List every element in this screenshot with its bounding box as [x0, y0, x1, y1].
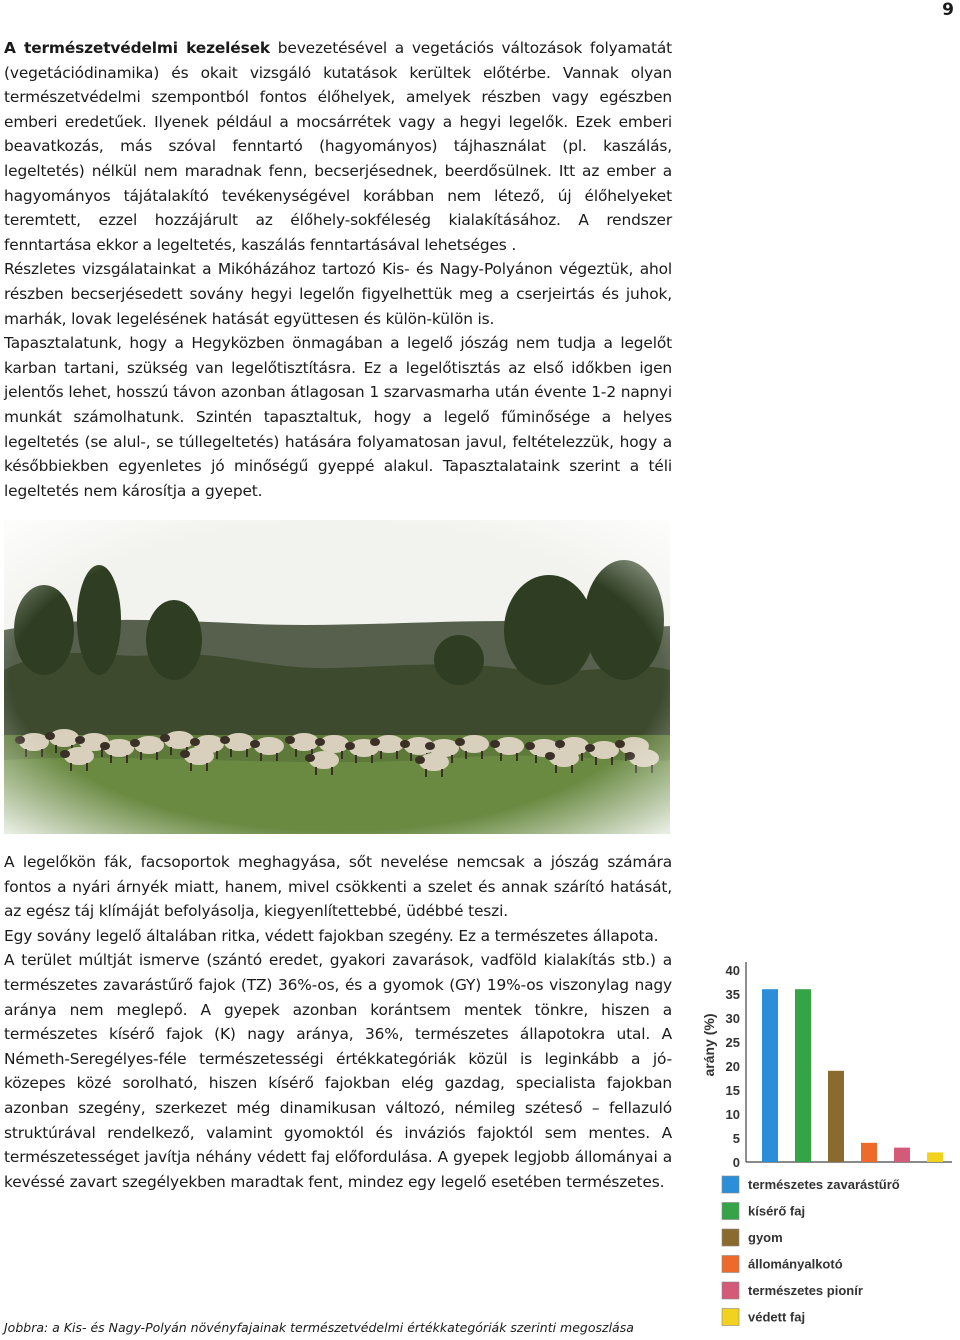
bar-4: [861, 1143, 877, 1162]
y-tick-label: 0: [732, 1155, 740, 1170]
y-tick-label: 20: [725, 1059, 740, 1074]
legend-swatch-6: [722, 1309, 739, 1326]
bar-1: [762, 989, 778, 1162]
paragraph-poor-pasture: Egy sovány legelő általában ritka, védett fajokban szegény. Ez a természetes állapota.: [4, 926, 659, 945]
photo-illustration: [4, 520, 670, 834]
legend-swatch-2: [722, 1203, 739, 1220]
y-tick-label: 5: [732, 1131, 740, 1146]
paragraph-intro: [4, 36, 672, 257]
y-tick-label: 15: [725, 1083, 740, 1098]
figure-caption: Jobbra: a Kis- és Nagy-Polyán növényfajainak természetvédelmi értékkategóriák szerinti megoszlása: [4, 1320, 634, 1335]
bar-2: [795, 989, 811, 1162]
bar-6: [927, 1152, 943, 1162]
top-text-block: [4, 36, 672, 503]
paragraph-text: bevezetésével a vegetációs változások folyamatát (vegetációdinamika) és okait vizsgáló kutatások kerültek előtérbe. Vannak olyan természetvédelmi szempontból fontos élőhelyek, amelyek részben vagy egészben emberi eredetűek. Ilyenek például a mocsárrétek vagy a hegyi legelők. Ezek emberi beavatkozás, más szóval fenntartó (hagyományos) tájhasználat (pl. kaszálás, legeltetés) nélkül nem maradnak fenn, becserjésednek, beerdősülnek. Itt az ember a hagyományos tájátalakító tevékenységével korábban nem létező, új élőhelyeket teremtett, ezzel hozzájárult az élőhely-sokféleség kialakításához. A rendszer fenntartása ekkor a legeltetés, kaszálás fenntartásával lehetséges .: [4, 39, 673, 254]
y-axis-label: arány (%): [701, 1013, 717, 1077]
legend-swatch-1: [722, 1176, 739, 1193]
y-tick-label: 30: [725, 1011, 740, 1026]
legend-label-5: természetes pionír: [748, 1283, 863, 1298]
legend-label-3: gyom: [748, 1230, 783, 1245]
bottom-text-block: [4, 850, 672, 1194]
page-number: 9: [942, 0, 954, 20]
photo-vignette: [4, 520, 670, 834]
legend-swatch-3: [722, 1229, 739, 1246]
species-category-chart: [690, 950, 960, 1330]
legend-label-4: állományalkotó: [748, 1256, 843, 1272]
paragraph-lead-bold: A természetvédelmi kezelések: [4, 39, 270, 57]
y-tick-label: 40: [725, 963, 740, 978]
paragraph-analysis: A terület múltját ismerve (szántó eredet, gyakori zavarások, vadföld kialakítás stb.) a természetes zavarástűrő fajok (TZ) 36%-os, és a gyomok (GY) 19%-os viszonylag nagy aránya nem meglepő. A gyepek azonban korántsem mentek tönkre, hiszen a természetes kísérő fajok (K) nagy aránya, 36%, természetes állapotokra utal. A Németh-Seregélyes-féle természetességi értékkategóriák közül is leginkább a jó-közepes közé sorolható, hiszen kísérő fajokban elég gazdag, specialista fajokban azonban szegény, szerkezet még dinamikusan változó, némileg széteső – fellazuló struktúrával rendelkező, valamint gyomoktól és inváziós fajoktól sem mentes. A természetességet javítja néhány védett faj előfordulása. A gyepek legjobb állományai a kevéssé zavart szegélyekben maradtak fent, mindez egy legelő esetében természetes.: [4, 951, 672, 1191]
legend-label-2: kísérő faj: [748, 1203, 806, 1219]
bar-chart: [690, 950, 960, 1330]
bar-5: [894, 1148, 910, 1162]
paragraph-trees: A legelőkön fák, facsoportok meghagyása, sőt nevelése nemcsak a jószág számára fontos a nyári árnyék miatt, hanem, mivel csökkenti a szelet és annak szárító hatását, az egész táj klímáját befolyásolja, kiegyenlítettebbé, üdébbé teszi.: [4, 853, 672, 921]
sheep-meadow-photo: [4, 520, 670, 834]
y-tick-label: 35: [725, 987, 740, 1002]
legend-label-6: védett faj: [748, 1309, 806, 1325]
y-tick-label: 25: [725, 1035, 740, 1050]
legend-label-1: természetes zavarástűrő: [748, 1177, 900, 1192]
paragraph-experience: Tapasztalatunk, hogy a Hegyközben önmagában a legelő jószág nem tudja a legelőt karban tartani, szükség van legelőtisztításra. Ez a legelőtisztás az első időkben igen jelentős lehet, hosszú távon azonban átlagosan 1 szarvasmarha után évente 1-2 napnyi munkát számolhatunk. Szintén tapasztaltuk, hogy a legelő fűminősége a helyes legeltetés (se alul-, se túllegeltetés) hatására folyamatosan javul, feltételezzük, hogy a későbbiekben egyenletes jó minőségű gyeppé alakul. Tapasztalataink szerint a téli legeltetés nem károsítja a gyepet.: [4, 334, 672, 500]
legend-swatch-4: [722, 1256, 739, 1273]
y-tick-label: 10: [725, 1107, 740, 1122]
bar-3: [828, 1071, 844, 1162]
paragraph-study-site: Részletes vizsgálatainkat a Mikóházához tartozó Kis- és Nagy-Polyánon végeztük, ahol részben becserjésedett sovány hegyi legelőn figyelhettük meg a cserjeirtás és juhok, marhák, lovak legelésének hatását együttesen és külön-külön is.: [4, 260, 672, 328]
legend-swatch-5: [722, 1282, 739, 1299]
